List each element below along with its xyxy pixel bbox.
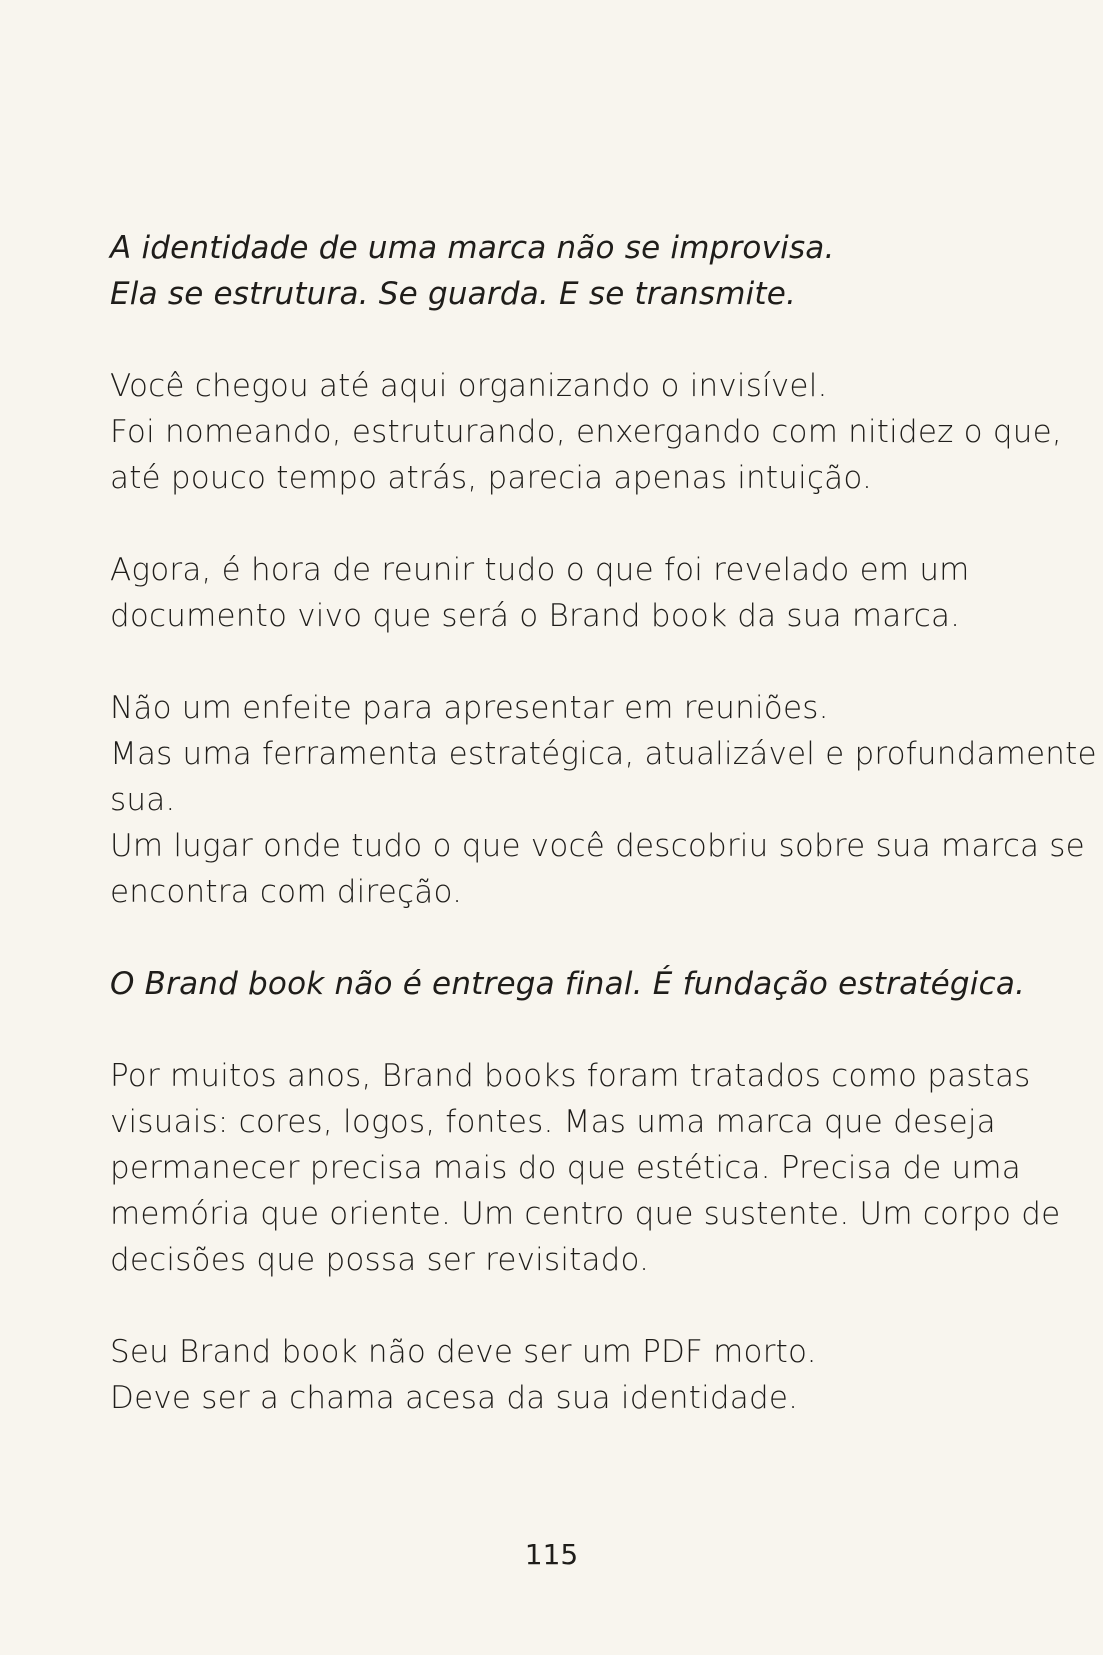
- text-line: Você chegou até aqui organizando o invisível.: [110, 368, 828, 404]
- text-line: documento vivo que será o Brand book da sua marca.: [110, 598, 961, 634]
- text-line: O Brand book não é entrega final. É fundação estratégica.: [110, 966, 1026, 1002]
- text-line: Mas uma ferramenta estratégica, atualizável e profundamente: [110, 736, 1097, 772]
- page-number: 115: [524, 1538, 579, 1571]
- text-line: permanecer precisa mais do que estética. Precisa de uma: [110, 1150, 1021, 1186]
- paragraph: [110, 547, 1000, 639]
- paragraph-closing: [110, 1329, 1000, 1421]
- text-line: Agora, é hora de reunir tudo o que foi revelado em um: [110, 552, 970, 588]
- text-line: encontra com direção.: [110, 874, 463, 910]
- text-line: visuais: cores, logos, fontes. Mas uma marca que deseja: [110, 1104, 996, 1140]
- paragraph-intro-italic: [110, 225, 1000, 317]
- text-line: sua.: [110, 782, 176, 818]
- text-line: Por muitos anos, Brand books foram tratados como pastas: [110, 1058, 1031, 1094]
- text-line: decisões que possa ser revisitado.: [110, 1242, 650, 1278]
- paragraph-statement-italic: [110, 961, 1026, 1007]
- text-line: memória que oriente. Um centro que sustente. Um corpo de: [110, 1196, 1061, 1232]
- text-line: Seu Brand book não deve ser um PDF morto.: [110, 1334, 817, 1370]
- paragraph: [110, 363, 1062, 501]
- text-line: A identidade de uma marca não se improvisa.: [110, 230, 835, 266]
- body-text: [110, 225, 1097, 1467]
- text-line: Deve ser a chama acesa da sua identidade.: [110, 1380, 799, 1416]
- text-line: até pouco tempo atrás, parecia apenas intuição.: [110, 460, 873, 496]
- text-line: Um lugar onde tudo o que você descobriu sobre sua marca se: [110, 828, 1085, 864]
- paragraph: [110, 1053, 1061, 1283]
- text-line: Não um enfeite para apresentar em reuniões.: [110, 690, 829, 726]
- paragraph: [110, 685, 1097, 915]
- text-line: Foi nomeando, estruturando, enxergando com nitidez o que,: [110, 414, 1062, 450]
- text-line: Ela se estrutura. Se guarda. E se transmite.: [110, 276, 797, 312]
